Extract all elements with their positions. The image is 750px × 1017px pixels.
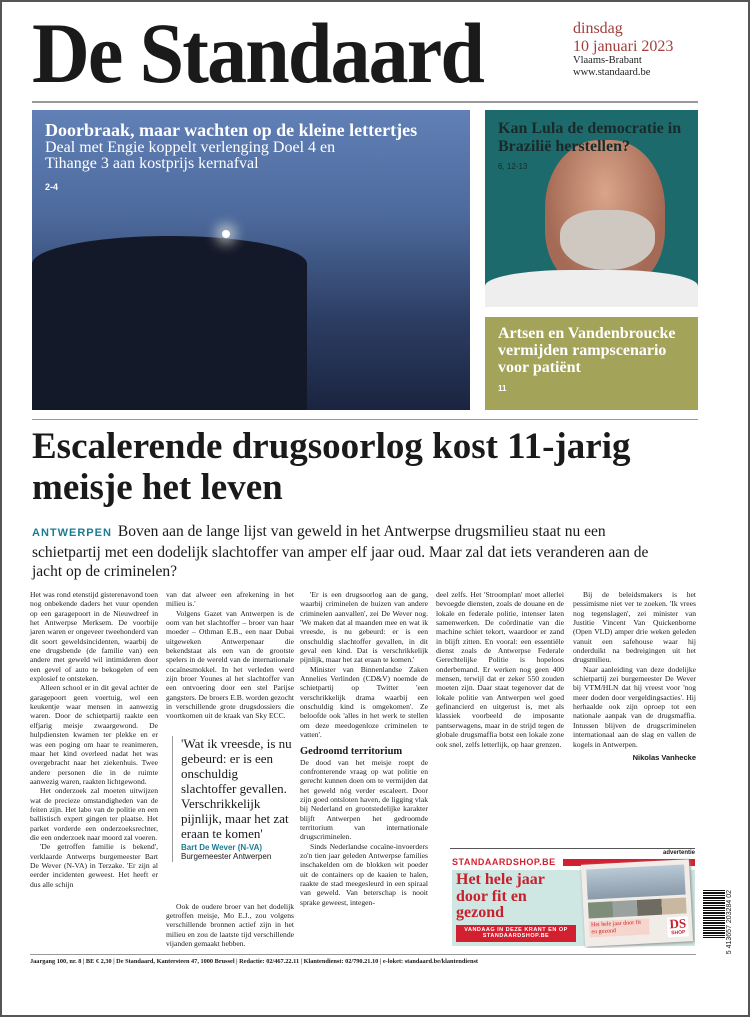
cooling-tower-image: [32, 236, 307, 410]
lead-text: Boven aan de lange lijst van geweld in het Antwerpse drugsmilieu staat nu een schietpartij met een dodelijk slachtoffer van amper elf jaar oud. Maar zal dat iets veranderen aan de jacht op de criminelen?: [32, 523, 649, 580]
ad-text: [456, 872, 576, 942]
advertisement[interactable]: [450, 848, 695, 948]
article-column-5: [573, 590, 696, 762]
ds-logo-sub: SHOP: [671, 929, 686, 937]
teaser-artsen-text: [498, 325, 693, 393]
top-story[interactable]: [32, 110, 470, 410]
website-link[interactable]: www.standaard.be: [573, 66, 651, 78]
ad-magazine-image: [581, 859, 693, 947]
main-headline[interactable]: Escalerende drugsoorlog kost 11-jarig meisje het leven: [32, 426, 631, 508]
spacer: [436, 762, 696, 772]
ad-label: advertentie: [450, 848, 695, 857]
teaser-artsen-headline: Artsen en Vandenbroucke vermijden rampscenario voor patiënt: [498, 325, 676, 376]
masthead-logo: De Standaard: [32, 5, 483, 101]
divider: [32, 101, 698, 103]
top-story-headline: Doorbraak, maar wachten op de kleine lettertjes: [45, 120, 418, 140]
weekday: dinsdag: [573, 20, 623, 37]
edition: Vlaams-Brabant: [573, 55, 642, 67]
quote-author: Bart De Wever (N-VA): [181, 842, 263, 852]
barcode-number: 5 413657 203284 02: [726, 890, 733, 955]
paragraph: Ook de oudere broer van het dodelijk getroffen meisje, Mo E.J., zou volgens verschillende bronnen actief zijn in het milieu en zou de laatste tijd verschillende vijanden gemaakt hebben.: [166, 901, 294, 948]
article-column-4: [436, 590, 564, 762]
article-column-1: [30, 590, 158, 948]
paragraph: 'De getroffen familie is bekend', verklaarde Antwerps burgemeester Bart De Wever (N-VA) in Terzake. 'Er zijn al eerder incidenten geweest. Het heeft er dus alle schijn: [30, 842, 158, 889]
footer-info: Jaargang 100, nr. 8 | BE € 2,30 | De Standaard, Kantersteen 47, 1000 Brussel | Redactie: 02/467.22.11 | Klantendienst: 02/790.21.10 | e-loket: standaard.be/klantendienst: [30, 954, 696, 966]
teaser-lula-text: [498, 120, 688, 171]
magazine-photo: [586, 865, 685, 900]
right-columns-row: [436, 590, 696, 762]
paragraph: 'Er is een drugsoorlog aan de gang, waarbij criminelen de huizen van andere criminelen aanvallen', zei De Wever nog. 'We maken dat al maanden mee en wat ik vreesde, is nu gebeurd: er is een onschuldig slachtoffer gevallen, in dit geval een kind. Dat is verschrikkelijk pijnlijk, maar het zat eraan te komen.': [300, 590, 428, 665]
top-story-subhead: Deal met Engie koppelt verlenging Doel 4 en Tihange 3 aan kostprijs kernafval: [45, 139, 336, 172]
article-column-3: [300, 590, 428, 948]
paragraph: De dood van het meisje roept de confronterende vraag op wat politie en gerecht kunnen doen om te vermijden dat het geweld nóg verder escaleert. Door zijn goed ontsloten haven, de ligging vlak bij Nederland en grootstedelijke karakter blijft Antwerpen het gedroomde territorium van internationale drugscriminelen.: [300, 757, 428, 842]
paragraph: deel zelfs. Het 'Stroomplan' moet allerlei bevoegde diensten, zoals de douane en de lokale en federale politie, intenser laten samenwerken. De coördinatie van die machine schiet tekort, waardoor er zand in blijft zitten. En vooral: een essentiële dienst zoals de Antwerpse Federale Gerechtelijke Politie is hopeloos onderbemand. Er werken nog geen 400 mensen, terwijl dat er zeker 550 zouden moeten zijn. Daar staat tegenover dat de lokale politie van Antwerpen wel goed gefinancierd en uitgerust is, met als klassiek voorbeeld de imposante pantserwagens, maar in de strijd tegen de globale drugsmaffia botst een lokale zone ook snel, zelfs letterlijk, op haar grenzen.: [436, 590, 564, 749]
pull-quote: [172, 736, 294, 862]
subheading: Gedroomd territorium: [300, 745, 403, 757]
teaser-lula[interactable]: [485, 110, 698, 307]
paragraph: Minister van Binnenlandse Zaken Annelies Verlinden (CD&V) noemde de schietpartij op Twitter 'een verschrikkelijk drama waarbij een onschuldig kind is omgekomen'. Ze beloofde ook 'alles in het werk te stellen om deze meedogenloze criminelen te vatten'.: [300, 664, 428, 740]
top-story-text: [45, 120, 460, 192]
paragraph: Volgens Gazet van Antwerpen is de oom van het slachtoffer – broer van haar moeder – Othman E.B., een naar Dubai uitgeweken Antwerpenaar die bekendstaat als een van de grootste spelers in de wereld van de internationale cocaïnesmokkel. In het verleden werd zijn broer Younes al het slachtoffer van een ontvoering door een stel Parijse gangsters. De broers E.B. worden gezocht in verschillende grote drugsdossiers die voortkomen uit de kraak van Sky ECC.: [166, 608, 294, 721]
divider: [32, 419, 698, 420]
byline: Nikolas Vanhecke: [632, 752, 696, 762]
ad-brand: STANDAARDSHOP.BE: [452, 857, 556, 868]
date: 10 januari 2023: [573, 37, 674, 55]
lula-photo-beard: [560, 210, 655, 270]
right-columns: [436, 590, 696, 948]
article-lead: [32, 522, 672, 581]
teaser-lula-pages: 6, 12-13: [498, 162, 528, 171]
ds-shop-logo: [667, 917, 689, 938]
magazine-title: Het hele jaar door fit en gezond: [589, 919, 650, 938]
article-columns: [30, 590, 696, 948]
teaser-artsen[interactable]: [485, 317, 698, 410]
teaser-lula-headline: Kan Lula de democratie in Brazilië herstellen?: [498, 120, 682, 155]
article-body: [30, 590, 696, 966]
lula-photo-shirt: [485, 270, 698, 307]
ds-logo-text: DS: [669, 915, 687, 932]
paragraph: Het was rond etenstijd gisterenavond toen nog onbekende daders het vuur openden op een garagepoort in de Nieuwdreef in het Antwerpse Merksem. De voorbije jaren waren er ongeveer tweehonderd van dit soort geweldsincidenten, waarbij de ene drugsbende (de familie van) een andere met geweld wil intimideren door een gevel of auto te bekogelen of een explosief te ontsteken.: [30, 590, 158, 684]
paragraph: Sinds Nederlandse cocaïne-invoerders zo'n tien jaar geleden Antwerpse families inschakelden om de blokken wit poeder uit de containers op de kaaien te halen, raakte de stad meegesleurd in een spiraal van geweld. Van beterschap is nooit sprake geweest, integen-: [300, 841, 428, 907]
quote-text: 'Wat ik vreesde, is nu gebeurd: er is een onschuldig slachtoffer gevallen. Verschrikkelijk pijnlijk, maar het zat eraan te komen': [181, 735, 292, 841]
date-block: [573, 20, 673, 78]
paragraph: Alleen school er in dit geval achter de garagepoort geen voertuig, wel een keukentje waar mensen in aanwezig waren. Door de schietpartij raakte een elfjarig meisje zwaargewond. De hulpdiensten kwamen ter plekke en er was een poging om haar te reanimeren, maar het kind overleed nadat het was overgebracht naar het ziekenhuis. Twee andere personen die in de ruimte aanwezig waren, raakten lichtgewond.: [30, 683, 158, 786]
paragraph: Het onderzoek zal moeten uitwijzen wat de precieze omstandigheden van de feiten zijn. Het labo van de politie en een ballistisch expert gingen ter plaatse. Het parket vorderde een onderzoeksrechter, die een onderzoek naar moord zal voeren.: [30, 786, 158, 842]
paragraph: Naar aanleiding van deze dodelijke schietpartij zei burgemeester De Wever bij VTM/HLN dat hij vreest voor 'nog meer doden door vergeldingsacties'. Hij herhaalde ook zijn oproep tot een nationale aanpak van de drugsmaffia. Intussen blijven de drugscriminelen internationaal aan de slag en vallen de kogels in Antwerpen.: [573, 664, 696, 749]
quote-role: Burgemeester Antwerpen: [181, 852, 272, 862]
ad-slogan: Het hele jaar door fit en gezond: [456, 871, 545, 922]
ad-cta-button[interactable]: VANDAAG IN DEZE KRANT EN OP STANDAARDSHOP.BE: [456, 925, 576, 942]
paragraph: Bij de beleidsmakers is het pessimisme niet ver te zoeken. 'Ik vrees nog tegenslagen', zei minister van Justitie Vincent Van Quickenborne (Open VLD) amper drie weken geleden vanuit een safehouse waar hij onderduikt na bedreigingen uit het drugsmilieu.: [573, 590, 696, 665]
teaser-artsen-pages: 11: [498, 384, 507, 393]
article-column-2: [166, 590, 294, 948]
top-story-pages: 2-4: [45, 182, 59, 192]
kicker: ANTWERPEN: [32, 527, 112, 539]
barcode-icon: [703, 890, 725, 938]
paragraph: van dat alweer een afrekening in het milieu is.': [166, 590, 294, 609]
